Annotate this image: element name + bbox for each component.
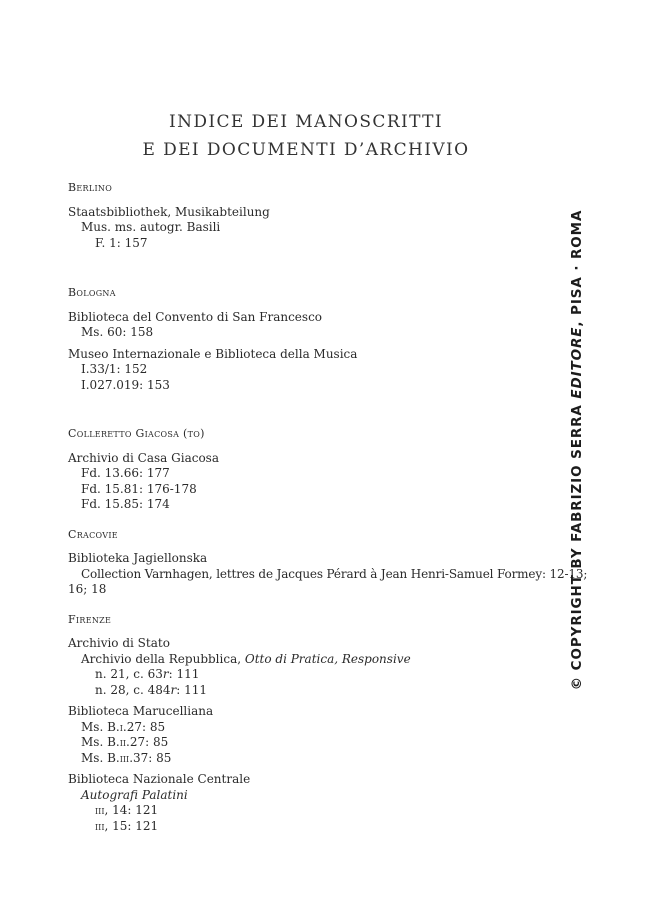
shelfmark-text: Ms. B. <box>81 735 120 749</box>
roman-numeral: i <box>119 720 123 734</box>
collection-entry: Mus. ms. autogr. Basili <box>81 220 221 234</box>
library-museo-internazionale: Museo Internazionale e Biblioteca della Musica <box>68 346 358 361</box>
copyright-prefix: © COPYRIGHT BY FABRIZIO SERRA <box>569 398 585 691</box>
copyright-italic: EDITORE <box>569 326 585 399</box>
city-cracovie: Cracovie <box>68 527 118 541</box>
recto-mark: r <box>170 682 177 697</box>
collection-italic: Autografi Palatini <box>81 787 188 802</box>
copyright-notice <box>569 210 585 691</box>
collection-prefix: Archivio della Repubblica, <box>81 651 245 666</box>
page-ref: .27: 85 <box>122 719 166 734</box>
shelfmark-entry: I.027.019: 153 <box>81 377 170 392</box>
shelfmark-entry <box>68 751 548 767</box>
shelfmark-entry: Ms. 60: 158 <box>81 325 154 339</box>
collection-entry <box>68 652 548 668</box>
roman-numeral: iii <box>119 751 130 765</box>
shelfmark-text: n. 28, c. 484 <box>95 682 171 697</box>
roman-numeral: ii <box>119 736 127 749</box>
library-nazionale-centrale: Biblioteca Nazionale Centrale <box>68 772 251 786</box>
city-bologna: Bologna <box>68 286 116 299</box>
roman-numeral: iii <box>95 819 105 833</box>
shelfmark-entry <box>68 803 548 819</box>
shelfmark-text: Ms. B. <box>81 719 120 734</box>
page-ref: .27: 85 <box>126 735 169 749</box>
city-firenze: Firenze <box>68 612 112 626</box>
library-jagiellonska: Biblioteka Jagiellonska <box>68 551 208 565</box>
roman-numeral: iii <box>95 804 105 817</box>
collection-entry-line1: Collection Varnhagen, lettres de Jacques Pérard à Jean Henri-Samuel Formey: 12-13; <box>81 566 588 581</box>
shelfmark-entry <box>68 735 548 751</box>
shelfmark-entry <box>68 683 548 699</box>
recto-mark: r <box>162 667 169 681</box>
collection-italic: Otto di Pratica, Responsive <box>244 651 411 666</box>
shelfmark-entry: I.33/1: 152 <box>81 362 148 376</box>
shelfmark-entry <box>68 819 548 835</box>
page-ref: : 111 <box>176 682 208 697</box>
shelfmark-entry: Fd. 15.85: 174 <box>81 497 170 511</box>
library-staatsbibliothek: Staatsbibliothek, Musikabteilung <box>68 204 270 219</box>
shelfmark-entry: F. 1: 157 <box>95 235 148 250</box>
shelfmark-entry: Fd. 13.66: 177 <box>81 466 170 480</box>
collection-entry-line2: 16; 18 <box>68 582 107 596</box>
page-ref: , 14: 121 <box>104 803 159 817</box>
page-ref: , 15: 121 <box>104 818 159 833</box>
shelfmark-text: Ms. B. <box>81 750 120 765</box>
page-ref: .37: 85 <box>129 750 172 765</box>
library-marucelliana: Biblioteca Marucelliana <box>68 704 214 718</box>
city-berlino: Berlino <box>68 181 113 194</box>
index-title-line2: E DEI DOCUMENTI D’ARCHIVIO <box>142 140 470 160</box>
page-ref: : 111 <box>168 667 200 681</box>
copyright-suffix: , PISA · ROMA <box>569 209 585 327</box>
index-title-line1: INDICE DEI MANOSCRITTI <box>168 112 444 132</box>
collection-entry <box>68 788 548 804</box>
library-archivio-di-stato: Archivio di Stato <box>68 636 170 650</box>
library-convento-san-francesco: Biblioteca del Convento di San Francesco <box>68 309 323 324</box>
shelfmark-text: n. 21, c. 63 <box>95 667 163 681</box>
shelfmark-entry: Fd. 15.81: 176-178 <box>81 481 197 496</box>
shelfmark-entry <box>68 720 548 736</box>
shelfmark-entry <box>68 667 548 683</box>
library-casa-giacosa: Archivio di Casa Giacosa <box>68 450 219 465</box>
city-colleretto-giacosa: Colleretto Giacosa (to) <box>68 427 205 440</box>
